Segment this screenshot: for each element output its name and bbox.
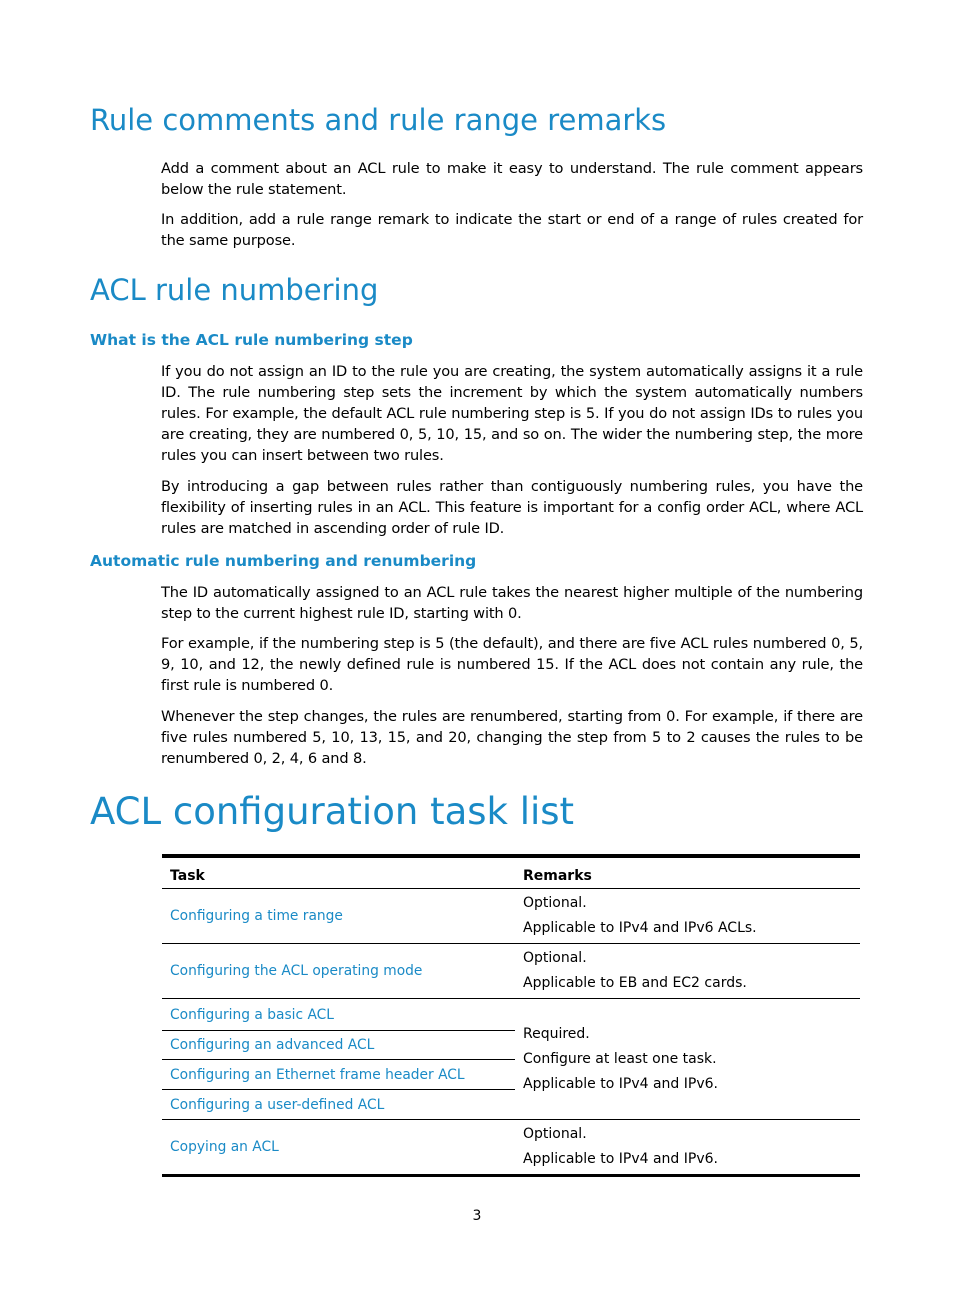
table-row <box>162 944 860 999</box>
paragraph: Add a comment about an ACL rule to make it easy to understand. The rule comment appears below the rule statement. <box>161 160 863 198</box>
paragraph: If you do not assign an ID to the rule you are creating, the system automatically assigns it a rule ID. The rule numbering step sets the increment by which the system automatically numbers rules. For example, the default ACL rule numbering step is 5. If you do not assign IDs to rules you are creating, they are numbered 0, 5, 10, 15, and so on. The wider the numbering step, the more rules you can insert between two rules. <box>161 363 863 464</box>
remark-line: Applicable to IPv4 and IPv6. <box>523 1075 718 1092</box>
link-copying-acl[interactable]: Copying an ACL <box>170 1139 279 1155</box>
link-configuring-acl-operating-mode[interactable]: Configuring the ACL operating mode <box>170 963 423 979</box>
link-configuring-basic-acl[interactable]: Configuring a basic ACL <box>170 1006 334 1023</box>
column-header-remarks: Remarks <box>515 856 860 889</box>
paragraph: For example, if the numbering step is 5 (the default), and there are five ACL rules numbered 0, 5, 9, 10, and 12, the newly defined rule is numbered 15. If the ACL does not contain any rule, the first rule is numbered 0. <box>161 635 863 694</box>
column-header-task: Task <box>162 856 515 889</box>
paragraph: In addition, add a rule range remark to indicate the start or end of a range of rules created for the same purpose. <box>161 211 863 249</box>
remark-line: Configure at least one task. <box>523 1050 717 1067</box>
task-table <box>162 854 860 1177</box>
subsection-title-auto-numbering: Automatic rule numbering and renumbering <box>90 552 477 570</box>
subsection-title-numbering-step: What is the ACL rule numbering step <box>90 331 413 349</box>
table-row <box>162 999 860 1031</box>
page-number: 3 <box>472 1208 482 1224</box>
link-configuring-time-range[interactable]: Configuring a time range <box>170 908 343 924</box>
section-title-rule-comments: Rule comments and rule range remarks <box>90 103 667 137</box>
paragraph: The ID automatically assigned to an ACL rule takes the nearest higher multiple of the numbering step to the current highest rule ID, starting with 0. <box>161 584 863 622</box>
table-header-row <box>162 856 860 889</box>
remark-line: Optional. <box>523 1126 587 1142</box>
link-configuring-user-defined-acl[interactable]: Configuring a user-defined ACL <box>170 1096 385 1113</box>
remark-line: Applicable to EB and EC2 cards. <box>523 975 747 991</box>
remark-line: Optional. <box>523 895 587 911</box>
remark-line: Applicable to IPv4 and IPv6 ACLs. <box>523 920 757 936</box>
section-title-acl-rule-numbering: ACL rule numbering <box>90 273 379 307</box>
link-configuring-ethernet-frame-header-acl[interactable]: Configuring an Ethernet frame header ACL <box>170 1066 465 1083</box>
table-row <box>162 1120 860 1176</box>
remark-line: Optional. <box>523 950 587 966</box>
link-configuring-advanced-acl[interactable]: Configuring an advanced ACL <box>170 1037 375 1053</box>
paragraph: By introducing a gap between rules rather than contiguously numbering rules, you have the flexibility of inserting rules in an ACL. This feature is important for a config order ACL, where ACL rules are matched in ascending order of rule ID. <box>161 478 863 537</box>
table-row <box>162 889 860 944</box>
section-title-task-list: ACL configuration task list <box>90 790 575 833</box>
remark-line: Applicable to IPv4 and IPv6. <box>523 1151 718 1167</box>
paragraph: Whenever the step changes, the rules are renumbered, starting from 0. For example, if there are five rules numbered 5, 10, 13, 15, and 20, changing the step from 5 to 2 causes the rules to be renumbered 0, 2, 4, 6 and 8. <box>161 708 863 767</box>
remark-line: Required. <box>523 1025 590 1042</box>
